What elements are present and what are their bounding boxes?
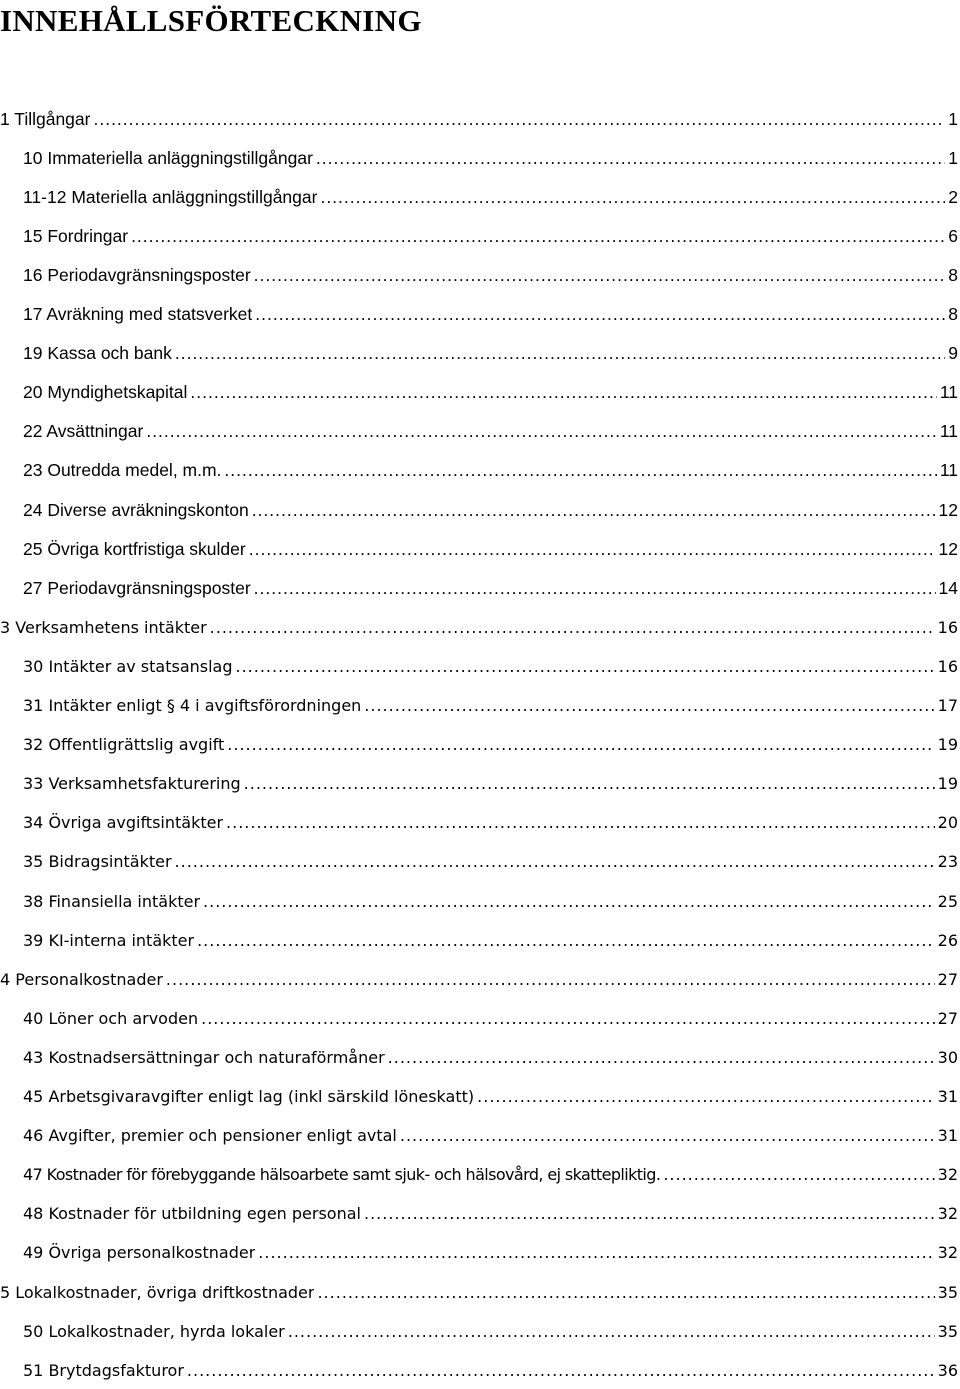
toc-dot-leader (320, 187, 945, 208)
toc-subsection-entry[interactable] (23, 413, 958, 451)
toc-subsection-entry[interactable] (23, 296, 958, 334)
toc-page-number: 27 (937, 1008, 958, 1028)
toc-page-number: 2 (948, 186, 958, 207)
toc-page-number: 11 (939, 460, 958, 481)
toc-page-number: 6 (948, 225, 958, 246)
toc-page-number: 8 (948, 304, 958, 324)
toc-entry-label: 30 Intäkter av statsanslag (23, 656, 233, 676)
toc-subsection-entry[interactable] (23, 765, 958, 803)
toc-subsection-entry[interactable] (23, 569, 958, 607)
toc-page-number: 32 (937, 1243, 958, 1263)
toc-dot-leader (254, 265, 946, 286)
toc-page-number: 26 (937, 930, 958, 950)
toc-dot-leader (175, 852, 935, 871)
toc-subsection-entry[interactable] (23, 1078, 958, 1116)
toc-entry-label: 23 Outredda medel, m.m. (23, 460, 222, 481)
toc-subsection-entry[interactable] (23, 374, 958, 412)
toc-entry-label: 39 KI-interna intäkter (23, 930, 195, 950)
toc-dot-leader (364, 696, 934, 715)
toc-entry-label: 4 Personalkostnader (0, 969, 163, 989)
toc-dot-leader (364, 1204, 935, 1223)
toc-page-number: 31 (937, 1087, 958, 1106)
toc-page-number: 16 (937, 617, 958, 637)
toc-entry-label: 34 Övriga avgiftsintäkter (23, 813, 224, 833)
toc-dot-leader (663, 1165, 934, 1184)
toc-entry-label: 43 Kostnadsersättningar och naturaförmåner (23, 1047, 385, 1067)
toc-page-number: 1 (948, 147, 958, 168)
toc-entry-label: 31 Intäkter enligt § 4 i avgiftsförordningen (23, 696, 362, 715)
toc-subsection-entry[interactable] (23, 1195, 958, 1233)
toc-entry-label: 47 Kostnader för förebyggande hälsoarbete samt sjuk- och hälsovård, ej skattepliktig. (23, 1165, 661, 1185)
toc-entry-label: 11-12 Materiella anläggningstillgångar (23, 186, 318, 207)
toc-section-entry[interactable] (0, 1273, 958, 1311)
toc-entry-label: 38 Finansiella intäkter (23, 891, 201, 911)
toc-page-number: 12 (938, 499, 958, 520)
toc-page-number: 25 (937, 891, 958, 911)
toc-dot-leader (201, 1009, 935, 1028)
toc-section-entry[interactable] (0, 608, 958, 646)
toc-subsection-entry[interactable] (23, 1117, 958, 1155)
toc-entry-label: 1 Tillgångar (0, 108, 91, 129)
toc-entry-label: 16 Periodavgränsningsposter (23, 264, 251, 285)
toc-page-number: 19 (937, 774, 958, 794)
toc-dot-leader (288, 1322, 935, 1341)
toc-subsection-entry[interactable] (23, 530, 958, 568)
toc-page-number: 17 (937, 696, 958, 715)
toc-page-number: 35 (937, 1282, 958, 1302)
toc-subsection-entry[interactable] (23, 726, 958, 764)
toc-page-number: 32 (937, 1165, 958, 1185)
toc-dot-leader (236, 657, 935, 676)
toc-dot-leader (400, 1126, 935, 1145)
toc-entry-label: 10 Immateriella anläggningstillgångar (23, 147, 313, 168)
toc-subsection-entry[interactable] (23, 1234, 958, 1272)
toc-subsection-entry[interactable] (23, 1351, 958, 1389)
toc-subsection-entry[interactable] (23, 882, 958, 920)
toc-section-entry[interactable] (0, 960, 958, 998)
toc-subsection-entry[interactable] (23, 921, 958, 959)
toc-dot-leader (227, 735, 934, 754)
toc-dot-leader (258, 1243, 934, 1262)
toc-page-number: 19 (937, 735, 958, 755)
toc-dot-leader (210, 618, 935, 637)
toc-page-number: 31 (937, 1126, 958, 1146)
toc-dot-leader (477, 1087, 935, 1106)
toc-dot-leader (388, 1048, 935, 1067)
toc-entry-label: 40 Löner och arvoden (23, 1008, 199, 1028)
toc-entry-label: 20 Myndighetskapital (23, 382, 188, 403)
toc-subsection-entry[interactable] (23, 804, 958, 842)
toc-dot-leader (249, 539, 936, 560)
toc-subsection-entry[interactable] (23, 1156, 958, 1194)
toc-dot-leader (131, 226, 945, 247)
toc-subsection-entry[interactable] (23, 687, 958, 725)
toc-page-number: 12 (938, 538, 958, 559)
toc-subsection-entry[interactable] (23, 843, 958, 881)
toc-dot-leader (255, 304, 945, 325)
toc-dot-leader (146, 421, 937, 442)
toc-dot-leader (226, 813, 935, 832)
toc-dot-leader (190, 382, 936, 403)
toc-page-number: 32 (937, 1204, 958, 1224)
toc-page-number: 30 (937, 1047, 958, 1067)
toc-subsection-entry[interactable] (23, 1312, 958, 1350)
page-title: INNEHÅLLSFÖRTECKNING (0, 3, 422, 38)
toc-dot-leader (93, 109, 945, 130)
toc-dot-leader (254, 578, 936, 599)
toc-entry-label: 33 Verksamhetsfakturering (23, 774, 241, 794)
toc-page-number: 11 (939, 382, 958, 403)
toc-subsection-entry[interactable] (23, 452, 958, 490)
toc-subsection-entry[interactable] (23, 178, 958, 216)
toc-subsection-entry[interactable] (23, 256, 958, 294)
toc-dot-leader (224, 460, 936, 481)
toc-entry-label: 51 Brytdagsfakturor (23, 1360, 184, 1380)
toc-page-number: 11 (939, 421, 958, 442)
toc-page-number: 9 (948, 343, 958, 364)
toc-entry-label: 32 Offentligrättslig avgift (23, 735, 225, 755)
toc-page-number: 1 (948, 108, 958, 129)
toc-dot-leader (197, 931, 935, 950)
toc-subsection-entry[interactable] (23, 1038, 958, 1076)
toc-entry-label: 48 Kostnader för utbildning egen personal (23, 1204, 361, 1224)
toc-subsection-entry[interactable] (23, 139, 958, 177)
toc-dot-leader (244, 774, 935, 793)
toc-entry-label: 15 Fordringar (23, 225, 129, 246)
toc-entry-label: 3 Verksamhetens intäkter (0, 617, 207, 637)
toc-entry-label: 22 Avsättningar (23, 421, 144, 442)
toc-section-entry[interactable] (0, 100, 958, 138)
toc-entry-label: 46 Avgifter, premier och pensioner enligt avtal (23, 1126, 397, 1146)
toc-entry-label: 49 Övriga personalkostnader (23, 1243, 256, 1263)
toc-subsection-entry[interactable] (23, 491, 958, 529)
toc-dot-leader (166, 970, 935, 989)
toc-entry-label: 35 Bidragsintäkter (23, 852, 172, 872)
toc-dot-leader (252, 500, 936, 521)
toc-subsection-entry[interactable] (23, 217, 958, 255)
toc-page-number: 23 (937, 852, 958, 872)
toc-entry-label: 25 Övriga kortfristiga skulder (23, 538, 246, 559)
toc-entry-label: 50 Lokalkostnader, hyrda lokaler (23, 1321, 285, 1341)
toc-page-number: 35 (937, 1321, 958, 1341)
toc-page-number: 36 (937, 1360, 958, 1380)
toc-subsection-entry[interactable] (23, 335, 958, 373)
toc-entry-label: 24 Diverse avräkningskonton (23, 499, 249, 520)
toc-dot-leader (187, 1361, 935, 1380)
toc-entry-label: 19 Kassa och bank (23, 343, 172, 364)
toc-subsection-entry[interactable] (23, 647, 958, 685)
toc-entry-label: 45 Arbetsgivaravgifter enligt lag (inkl särskild löneskatt) (23, 1087, 475, 1106)
toc-subsection-entry[interactable] (23, 999, 958, 1037)
toc-page-number: 27 (937, 969, 958, 989)
toc-page-number: 16 (937, 656, 958, 676)
toc-dot-leader (175, 343, 945, 364)
toc-entry-label: 17 Avräkning med statsverket (23, 304, 253, 324)
toc-entry-label: 27 Periodavgränsningsposter (23, 577, 251, 598)
toc-page-number: 20 (937, 813, 958, 833)
toc-entry-label: 5 Lokalkostnader, övriga driftkostnader (0, 1282, 315, 1302)
toc-page-number: 8 (948, 264, 958, 285)
toc-dot-leader (317, 1283, 934, 1302)
toc-dot-leader (316, 148, 945, 169)
toc-dot-leader (203, 892, 935, 911)
toc-page-number: 14 (938, 577, 958, 598)
